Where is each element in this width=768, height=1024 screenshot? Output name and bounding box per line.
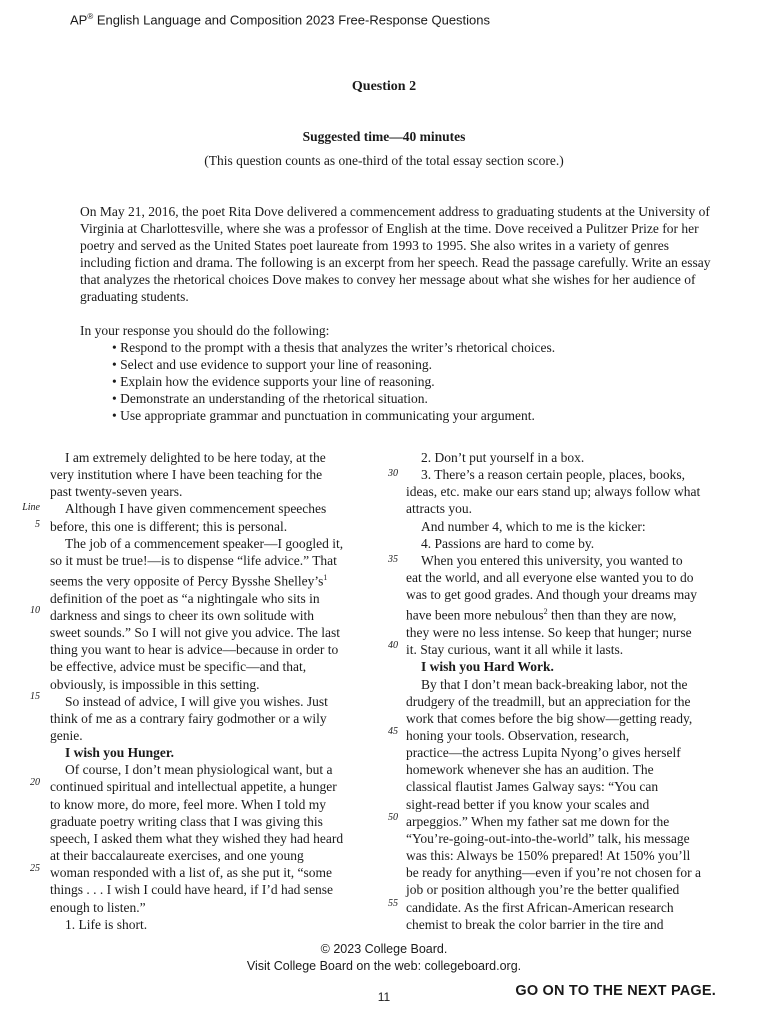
footnote-marker: 2 [543, 607, 548, 617]
passage-line: past twenty-seven years. [50, 484, 183, 500]
passage-line: continued spiritual and intellectual appetite, a hunger [50, 779, 337, 795]
passage-line: speech, I asked them what they wished they had heard [50, 830, 344, 846]
passage-line: at their baccalaureate exercises, and one young [50, 848, 304, 864]
passage-line: sweet sounds.” So I will not give you advice. The last [50, 625, 340, 641]
prompt-intro: On May 21, 2016, the poet Rita Dove delivered a commencement address to graduating students at the University of Virginia at Charlottesville, where she was a professor of English at the time. Dove received a Pulitzer Prize for her poetry and served as the United States poet laureate from 1993 to 1995. She also writes in a variety of genres including fiction and drama. The following is an excerpt from her speech. Read the passage carefully. Write an essay that analyzes the rhetorical choices Dove makes to convey her message about what she wishes for her audience of graduating students. [80, 204, 711, 304]
passage-line: By that I don’t mean back-breaking labor, not the [421, 676, 688, 692]
passage-line: The job of a commencement speaker—I googled it, [65, 535, 344, 551]
passage-line: 1. Life is short. [65, 916, 148, 932]
score-weight-note: (This question counts as one-third of the total essay section score.) [204, 153, 564, 168]
passage-line: enough to listen.” [50, 899, 146, 915]
passage-line: Although I have given commencement speeches [65, 501, 327, 517]
wish-heading: I wish you Hard Work. [421, 659, 554, 675]
passage-line: attracts you. [406, 501, 472, 517]
line-number: 35 [388, 554, 398, 565]
go-on-notice: GO ON TO THE NEXT PAGE. [515, 983, 716, 999]
wish-heading: I wish you Hunger. [65, 745, 175, 761]
passage-line: I am extremely delighted to be here today, at the [65, 450, 326, 465]
passage-line: it. Stay curious, want it all while it lasts. [406, 642, 624, 658]
passage-line: to know more, do more, feel more. When I told my [50, 796, 327, 812]
passage-line: graduate poetry writing class that I was giving this [50, 813, 323, 829]
passage-line: Of course, I don’t mean physiological want, but a [65, 762, 333, 778]
passage-line: job or position although you’re the better qualified [406, 882, 680, 898]
line-number: 25 [30, 863, 40, 874]
passage-line: be ready for anything—even if you’re not chosen for a [406, 865, 702, 881]
passage-line: honing your tools. Observation, research, [406, 728, 630, 743]
line-number: 15 [30, 691, 40, 702]
passage-line: before, this one is different; this is personal. [50, 518, 288, 534]
suggested-time: Suggested time—40 minutes [302, 129, 466, 144]
footer-visit: Visit College Board on the web: collegeboard.org. [246, 959, 522, 973]
passage-line: genie. [50, 728, 83, 743]
passage-line: darkness and sings to cheer its own solitude with [50, 607, 314, 623]
passage-line: eat the world, and all everyone else wanted you to do [406, 570, 694, 586]
passage-line: So instead of advice, I will give you wishes. Just [65, 693, 328, 709]
line-number: 40 [388, 640, 398, 651]
line-number: 10 [30, 605, 40, 616]
passage-line: drudgery of the treadmill, but an appreciation for the [406, 693, 691, 709]
instructions-list [112, 339, 555, 424]
passage-column-right [406, 449, 726, 933]
passage-line: woman responded with a list of, as she put it, “some [50, 865, 332, 881]
passage-line: sight-read better if you know your scales and [406, 796, 650, 812]
passage-line: they were no less intense. So keep that hunger; nurse [406, 625, 692, 641]
instruction-item: • Demonstrate an understanding of the rhetorical situation. [112, 391, 428, 406]
passage-line: seems the very opposite of Percy Bysshe Shelley’s$^1$ [50, 573, 328, 589]
line-number: 30 [388, 468, 398, 479]
footnote-marker: 1 [323, 573, 328, 583]
passage-line: very institution where I have been teaching for the [50, 467, 323, 483]
passage-line: obviously, is impossible in this setting. [50, 676, 260, 692]
instruction-item: • Explain how the evidence supports your line of reasoning. [112, 374, 435, 389]
passage-line: was to get good grades. And though your dreams may [406, 587, 697, 603]
passage-line: “You’re-going-out-into-the-world” talk, his message [406, 830, 690, 846]
passage-line: When you entered this university, you wanted to [421, 552, 683, 568]
passage-line: 3. There’s a reason certain people, places, books, [421, 467, 686, 483]
passage-line: practice—the actress Lupita Nyong’o gives herself [406, 745, 681, 761]
line-number: 50 [388, 812, 398, 823]
line-number: 5 [35, 519, 40, 530]
page-number: 11 [377, 990, 391, 1004]
instruction-item: • Select and use evidence to support your line of reasoning. [112, 357, 433, 372]
line-label: Line [22, 502, 40, 513]
passage-line: classical flautist James Galway says: “You can [406, 779, 659, 795]
passage-line: think of me as a contrary fairy godmother or a wily [50, 710, 327, 726]
instruction-item: • Respond to the prompt with a thesis that analyzes the writer’s rhetorical choices. [112, 340, 556, 355]
passage-line: And number 4, which to me is the kicker: [421, 518, 646, 534]
passage-line: chemist to break the color barrier in the tire and [406, 916, 664, 932]
instructions-lead: In your response you should do the following: [80, 323, 330, 338]
line-number: 45 [388, 726, 398, 737]
passage-line: things . . . I wish I could have heard, if I’d had sense [50, 882, 334, 898]
passage-line: was this: Always be 150% prepared! At 150% you’ll [406, 848, 691, 864]
passage-line: candidate. As the first African-American research [406, 899, 674, 915]
line-number: 20 [30, 777, 40, 788]
line-number: 55 [388, 898, 398, 909]
passage-line: so it must be true!—is to dispense “life advice.” That [50, 552, 337, 568]
passage-line: ideas, etc. make our ears stand up; always follow what [406, 484, 701, 500]
question-title: Question 2 [351, 79, 417, 94]
passage-line: arpeggios.” When my father sat me down for the [406, 813, 670, 829]
passage-line: 4. Passions are hard to come by. [421, 535, 595, 551]
passage-line: 2. Don’t put yourself in a box. [421, 450, 585, 465]
passage-line: homework whenever she has an audition. The [406, 762, 654, 778]
footer-copyright: © 2023 College Board. [320, 942, 448, 956]
passage-line: have been more nebulous$^2$ then than they are now, [406, 607, 677, 623]
passage-line: work that comes before the big show—getting ready, [406, 710, 693, 726]
passage-line: thing you want to hear is advice—because in order to [50, 642, 339, 658]
passage-line: be effective, advice must be specific—and that, [50, 659, 307, 675]
passage-line: definition of the poet as “a nightingale who sits in [50, 590, 320, 606]
passage-column-left [50, 449, 370, 933]
instruction-item: • Use appropriate grammar and punctuation in communicating your argument. [112, 408, 535, 423]
running-header: AP® English Language and Composition 2023 Free-Response Questions [70, 12, 491, 28]
